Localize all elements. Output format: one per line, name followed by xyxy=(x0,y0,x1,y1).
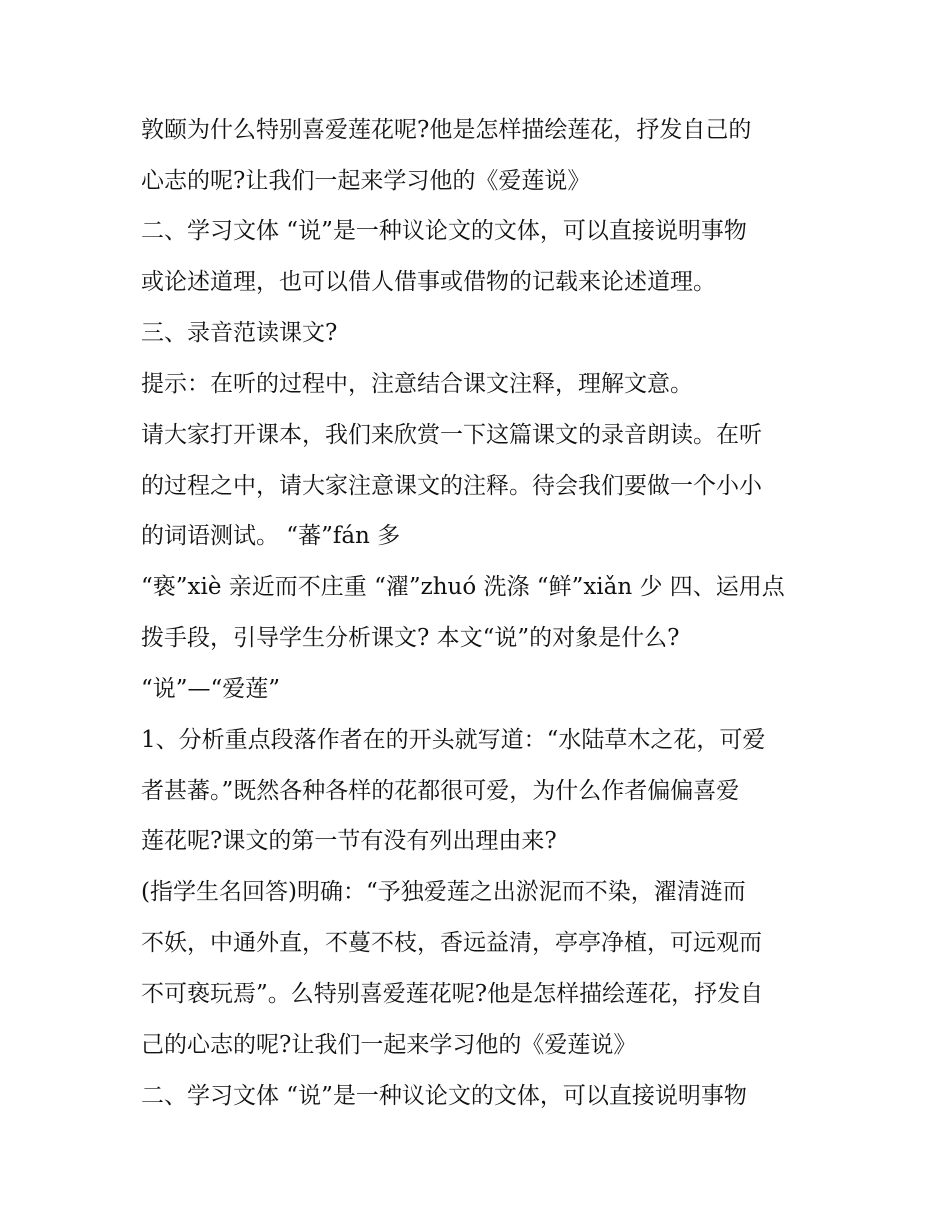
text-line: (指学生名回答)明确：“予独爱莲之出淤泥而不染，濯清涟而 xyxy=(141,879,746,905)
text-line: 不妖，中通外直，不蔓不枝，香远益清，亭亭净植，可远观而 xyxy=(141,930,762,956)
text-line: 或论述道理，也可以借人借事或借物的记载来论述道理。 xyxy=(141,269,716,295)
text-line: “亵”xiè 亲近而不庄重 “濯”zhuó 洗涤 “鲜”xiǎn 少 四、运用点 xyxy=(141,574,785,600)
text-line: 己的心志的呢?让我们一起来学习他的《爱莲说》 xyxy=(141,1032,637,1058)
text-line: 心志的呢?让我们一起来学习他的《爱莲说》 xyxy=(141,168,591,194)
text-line: 二、学习文体 “说”是一种议论文的文体，可以直接说明事物 xyxy=(141,1083,747,1109)
text-line: 的词语测试。 “蕃”fán 多 xyxy=(141,523,401,549)
text-line: 1、分析重点段落作者在的开头就写道：“水陆草木之花，可爱 xyxy=(141,727,766,753)
text-line: “说”—“爱莲” xyxy=(141,676,281,702)
text-line: 拨手段，引导学生分析课文? 本文“说”的对象是什么? xyxy=(141,625,680,651)
text-line: 莲花呢?课文的第一节有没有列出理由来? xyxy=(141,828,557,854)
text-line: 者甚蕃。”既然各种各样的花都很可爱，为什么作者偏偏喜爱 xyxy=(141,778,740,804)
text-line: 二、学习文体 “说”是一种议论文的文体，可以直接说明事物 xyxy=(141,218,747,244)
text-line: 提示：在听的过程中，注意结合课文注释，理解文意。 xyxy=(141,371,693,397)
text-line: 敦颐为什么特别喜爱莲花呢?他是怎样描绘莲花，抒发自己的 xyxy=(141,117,752,143)
text-line: 的过程之中，请大家注意课文的注释。待会我们要做一个小小 xyxy=(141,473,762,499)
text-line: 不可亵玩焉”。么特别喜爱莲花呢?他是怎样描绘莲花，抒发自 xyxy=(141,981,764,1007)
text-line: 请大家打开课本，我们来欣赏一下这篇课文的录音朗读。在听 xyxy=(141,422,762,448)
text-line: 三、录音范读课文? xyxy=(141,320,338,346)
